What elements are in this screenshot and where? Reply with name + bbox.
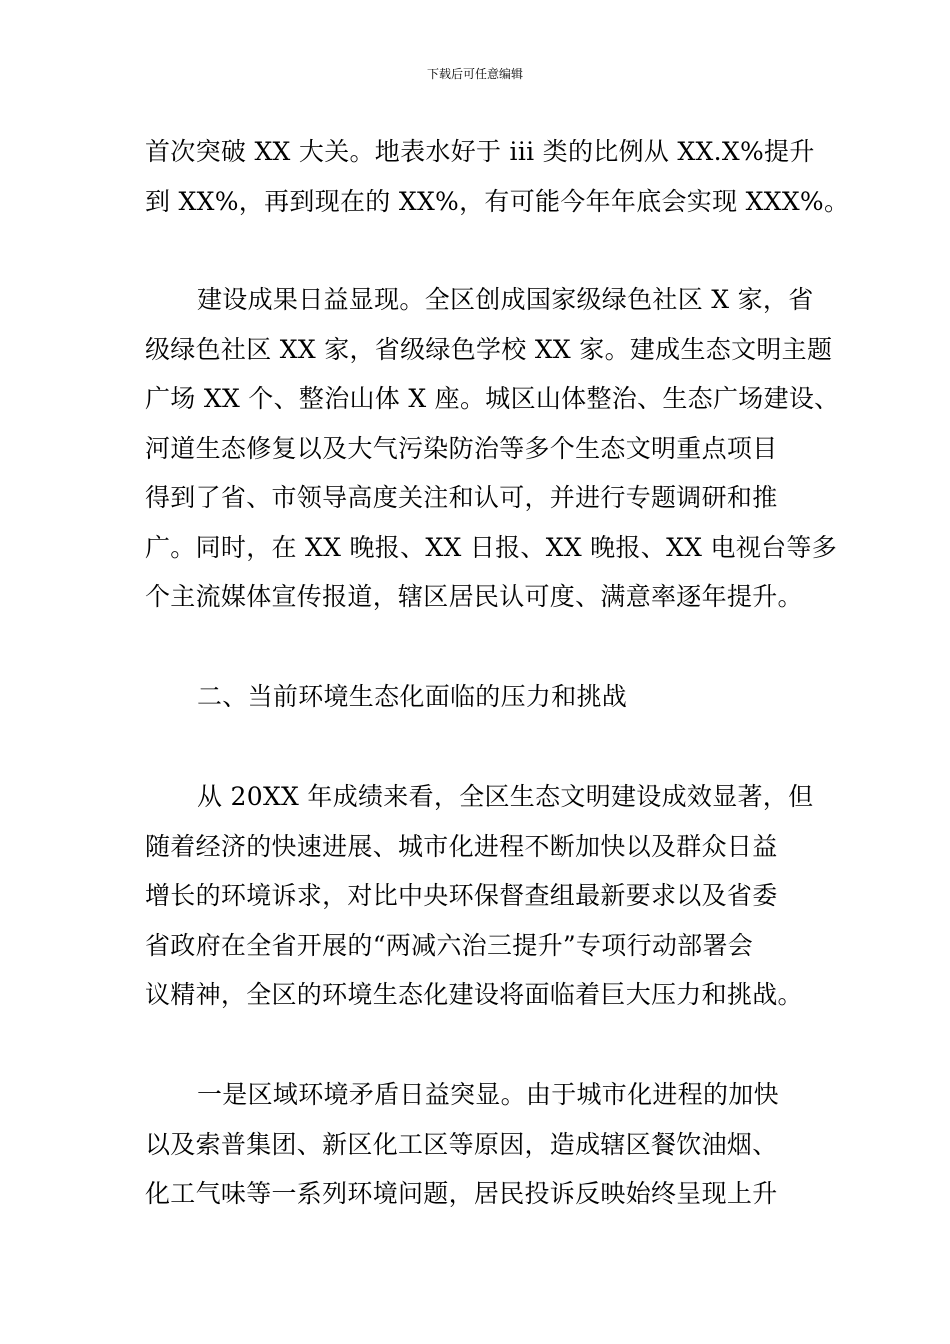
paragraph-regional-conflicts bbox=[145, 1070, 845, 1219]
paragraph-continuation bbox=[145, 127, 850, 226]
text-line: 级绿色社区 XX 家，省级绿色学校 XX 家。建成生态文明主题 bbox=[145, 334, 833, 364]
page-header: 下载后可任意编辑 bbox=[426, 67, 523, 81]
text-line: 从 20XX 年成绩来看，全区生态文明建设成效显著，但 bbox=[197, 782, 814, 811]
text-line: 河道生态修复以及大气污染防治等多个生态文明重点项目 bbox=[145, 433, 778, 463]
text-line: 随着经济的快速进展、城市化进程不断加快以及群众日益 bbox=[145, 831, 778, 861]
text-line: 议精神，全区的环境生态化建设将面临着巨大压力和挑战。 bbox=[145, 980, 803, 1009]
heading-text: 二、当前环境生态化面临的压力和挑战 bbox=[197, 682, 628, 711]
text-line: 广场 XX 个、整治山体 X 座。城区山体整治、生态广场建设、 bbox=[145, 384, 840, 413]
text-line: 广。同时，在 XX 晚报、XX 日报、XX 晚报、XX 电视台等多 bbox=[145, 532, 838, 562]
text-line: 建设成果日益显现。全区创成国家级绿色社区 X 家，省 bbox=[197, 285, 814, 314]
text-line: 化工气味等一系列环境问题，居民投诉反映始终呈现上升 bbox=[145, 1179, 778, 1208]
text-line: 一是区域环境矛盾日益突显。由于城市化进程的加快 bbox=[197, 1080, 779, 1109]
text-line: 个主流媒体宣传报道，辖区居民认可度、满意率逐年提升。 bbox=[145, 582, 803, 611]
text-line: 增长的环境诉求，对比中央环保督查组最新要求以及省委 bbox=[145, 881, 778, 910]
text-line: 以及索普集团、新区化工区等原因，造成辖区餐饮油烟、 bbox=[145, 1129, 778, 1159]
paragraph-pressure-challenges bbox=[145, 772, 845, 1020]
text-line: 到 XX%，再到现在的 XX%，有可能今年年底会实现 XXX%。 bbox=[145, 186, 850, 216]
text-line: 省政府在全省开展的“两减六治三提升”专项行动部署会 bbox=[145, 930, 754, 960]
text-line: 得到了省、市领导高度关注和认可，并进行专题调研和推 bbox=[145, 483, 778, 512]
paragraph-construction-results bbox=[145, 275, 845, 622]
text-line: 首次突破 XX 大关。地表水好于 iii 类的比例从 XX.X%提升 bbox=[145, 137, 815, 166]
section-heading bbox=[145, 672, 845, 722]
